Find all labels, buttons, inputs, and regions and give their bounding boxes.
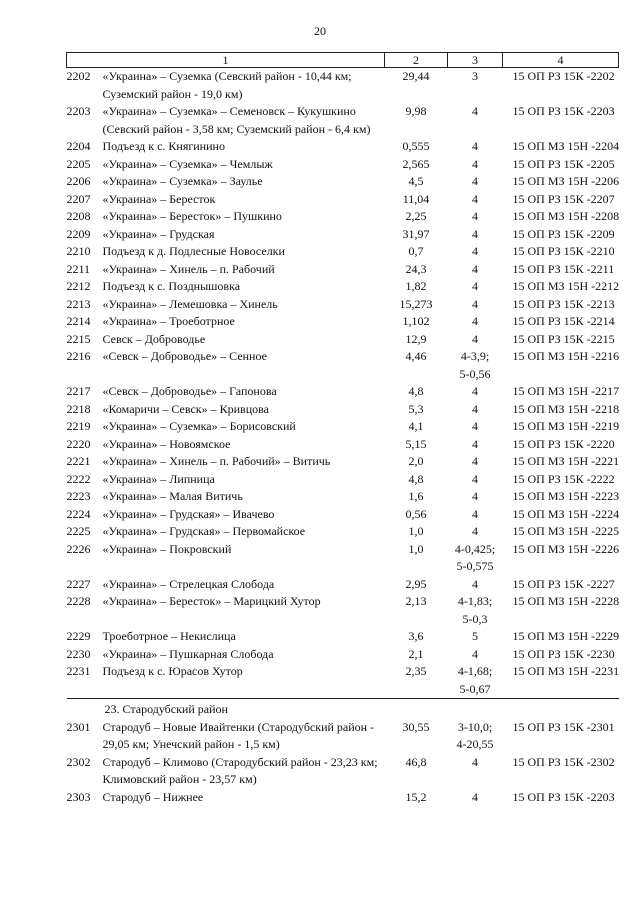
road-name-cell [67, 754, 385, 789]
table-row [67, 593, 619, 628]
table-row [67, 331, 619, 349]
road-category-line: 4 [472, 436, 478, 451]
road-name-cell [67, 226, 385, 244]
table-row [67, 68, 619, 104]
road-name: «Украина» – Хинель – п. Рабочий» – Витичь [102, 454, 331, 468]
road-code: 2204 [66, 139, 91, 153]
road-name: «Украина» – Суземка» – Заулье [102, 174, 263, 188]
table-header [67, 53, 619, 68]
road-id-number: 15 ОП РЗ 15К -2211 [512, 261, 615, 276]
road-category-line: 4 [472, 296, 478, 311]
road-code: 2205 [66, 156, 91, 171]
road-id-number: 15 ОП РЗ 15К -2227 [512, 576, 615, 591]
road-id-number: 15 ОП РЗ 15К -2301 [512, 719, 615, 734]
road-category-line: 4-0,425; [454, 541, 496, 556]
road-id-number: 15 ОП МЗ 15Н -2217 [512, 384, 620, 398]
table-row [67, 173, 619, 191]
road-name-cell [67, 541, 385, 576]
road-category-line: 4 [472, 454, 478, 468]
road-code: 2202 [66, 69, 91, 83]
table-row [67, 313, 619, 331]
road-length: 30,55 [402, 719, 430, 734]
road-name: Подъезд к с. Княгинино [102, 139, 225, 153]
road-category [448, 719, 503, 754]
table-row [67, 208, 619, 226]
road-name: «Украина» – Грудская» – Ивачево [102, 506, 275, 521]
road-id-number: 15 ОП РЗ 15К -2230 [512, 646, 615, 661]
road-code: 2207 [66, 191, 91, 206]
road-name-cell [67, 103, 385, 138]
road-name-cell [67, 296, 385, 314]
road-name-cell [67, 523, 385, 541]
road-length: 1,6 [408, 489, 424, 503]
road-category [448, 226, 503, 244]
road-code: 2301 [66, 719, 91, 734]
road-category-line: 4 [472, 646, 478, 661]
road-code: 2212 [66, 279, 91, 293]
road-id-number: 15 ОП РЗ 15К -2203 [512, 104, 615, 118]
road-name-cell [67, 68, 385, 104]
road-name-cell [67, 646, 385, 664]
table-row [67, 138, 619, 156]
road-name-cell [67, 719, 385, 754]
road-category [448, 68, 503, 104]
road-category [448, 789, 503, 807]
table-row [67, 296, 619, 314]
road-code: 2209 [66, 226, 91, 241]
road-name-cell [67, 313, 385, 331]
road-category-line: 4 [472, 226, 478, 241]
road-code: 2223 [66, 489, 91, 503]
road-category [448, 663, 503, 699]
table-row [67, 401, 619, 419]
road-name: «Украина» – Суземка» – Борисовский [102, 419, 296, 433]
road-name: «Украина» – Пушкарная Слобода [102, 646, 274, 661]
road-length: 3,6 [408, 629, 424, 643]
road-name-cell [67, 261, 385, 279]
road-code: 2217 [66, 384, 91, 398]
road-name: Севск – Доброводье [102, 331, 206, 346]
road-code: 2302 [66, 754, 91, 769]
road-id-number: 15 ОП МЗ 15Н -2208 [512, 209, 620, 223]
road-id-number: 15 ОП МЗ 15Н -2204 [512, 139, 620, 153]
road-name: «Украина» – Бересток [102, 191, 216, 206]
road-category [448, 436, 503, 454]
district-title: 23. Стародубский район [67, 699, 385, 719]
road-category [448, 103, 503, 138]
road-name-cell [67, 331, 385, 349]
table-row [67, 191, 619, 209]
road-category [448, 348, 503, 383]
road-category-line: 4 [472, 506, 478, 521]
road-name-cell [67, 138, 385, 156]
road-code: 2224 [66, 506, 91, 521]
road-category-line: 4 [472, 156, 478, 171]
road-category [448, 453, 503, 471]
road-name: Стародуб – Новые Ивайтенки (Стародубский район - 29,05 км; Унечский район - 1,5 км) [102, 719, 375, 751]
road-id-number: 15 ОП МЗ 15Н -2231 [512, 664, 620, 678]
road-code: 2220 [66, 436, 91, 451]
road-name-cell [67, 471, 385, 489]
road-id-number: 15 ОП РЗ 15К -2214 [512, 314, 615, 328]
road-category-line: 4 [472, 401, 478, 416]
column-header: 3 [448, 53, 503, 68]
road-category-line: 4-20,55 [456, 737, 494, 751]
road-id-number: 15 ОП МЗ 15Н -2228 [512, 594, 620, 608]
road-name-cell [67, 488, 385, 506]
table-row [67, 243, 619, 261]
road-category-line: 4 [472, 104, 478, 118]
table-row [67, 453, 619, 471]
road-id-number: 15 ОП МЗ 15Н -2219 [512, 419, 620, 433]
road-name: Троеботрное – Некислица [102, 629, 236, 643]
road-length: 2,95 [405, 576, 427, 591]
road-length: 1,102 [402, 314, 430, 328]
road-category-line: 4-1,83; [457, 594, 493, 608]
road-length: 2,565 [402, 156, 430, 171]
road-name-cell [67, 156, 385, 174]
road-category [448, 173, 503, 191]
road-id-number: 15 ОП МЗ 15Н -2224 [512, 506, 620, 521]
road-category-line: 4 [472, 419, 478, 433]
road-category-line: 4 [472, 261, 478, 276]
road-category-line: 4 [472, 279, 478, 293]
road-name: «Украина» – Суземка» – Чемлыж [102, 156, 273, 171]
road-name: Стародуб – Климово (Стародубский район - 23,23 км; Климовский район - 23,57 км) [102, 754, 378, 786]
road-category [448, 331, 503, 349]
road-code: 2303 [66, 789, 91, 804]
table-row [67, 418, 619, 436]
road-code: 2228 [66, 594, 91, 608]
road-code: 2213 [66, 296, 91, 311]
road-name: «Украина» – Троеботрное [102, 314, 235, 328]
table-row [67, 261, 619, 279]
road-length: 2,0 [408, 454, 424, 468]
road-name: Подъезд к с. Юрасов Хутор [102, 664, 243, 678]
road-length: 2,25 [405, 209, 427, 223]
road-name-cell [67, 576, 385, 594]
road-category-line: 4 [472, 331, 478, 346]
road-category-line: 3-10,0; [457, 719, 493, 734]
road-name: «Украина» – Грудская [102, 226, 215, 241]
road-category-line: 5 [472, 629, 478, 643]
road-category [448, 156, 503, 174]
road-category-line: 3 [472, 69, 478, 83]
road-name: «Севск – Доброводье» – Гапонова [102, 384, 277, 398]
road-name: «Украина» – Новоямское [102, 436, 231, 451]
road-name: «Украина» – Лемешовка – Хинель [102, 296, 278, 311]
road-category-line: 5-0,575 [456, 559, 494, 573]
road-id-number: 15 ОП МЗ 15Н -2221 [512, 454, 620, 468]
road-category [448, 576, 503, 594]
road-name-cell [67, 418, 385, 436]
road-category-line: 4-3,9; [460, 349, 490, 363]
road-category-line: 5-0,3 [462, 611, 488, 626]
road-name-cell [67, 593, 385, 628]
road-name-cell [67, 628, 385, 646]
road-category [448, 523, 503, 541]
road-category-line: 4 [472, 244, 478, 258]
road-length: 24,3 [405, 261, 427, 276]
table-row [67, 663, 619, 699]
road-name: «Комаричи – Севск» – Кривцова [102, 401, 269, 416]
road-id-number: 15 ОП МЗ 15Н -2225 [512, 524, 620, 538]
table-row [67, 754, 619, 789]
road-code: 2227 [66, 576, 91, 591]
road-name-cell [67, 243, 385, 261]
table-row [67, 348, 619, 383]
road-category [448, 754, 503, 789]
road-id-number: 15 ОП РЗ 15К -2220 [512, 436, 615, 451]
road-category [448, 138, 503, 156]
table-row [67, 436, 619, 454]
district-section [67, 699, 619, 719]
road-length: 2,35 [405, 664, 427, 678]
road-length: 31,97 [402, 226, 430, 241]
road-length: 11,04 [402, 191, 430, 206]
road-length: 2,13 [405, 594, 427, 608]
road-code: 2229 [66, 629, 91, 643]
road-length: 1,0 [408, 541, 424, 556]
road-category [448, 261, 503, 279]
road-id-number: 15 ОП МЗ 15Н -2212 [512, 279, 620, 293]
road-name: «Украина» – Липница [102, 471, 215, 486]
road-name-cell [67, 436, 385, 454]
road-code: 2218 [66, 401, 91, 416]
table-row [67, 226, 619, 244]
table-row [67, 278, 619, 296]
road-name-cell [67, 208, 385, 226]
road-length: 5,3 [408, 401, 424, 416]
road-category [448, 401, 503, 419]
road-length: 4,8 [408, 471, 424, 486]
table-row [67, 789, 619, 807]
road-length: 4,8 [408, 384, 424, 398]
column-header: 4 [503, 53, 619, 68]
road-name: «Украина» – Хинель – п. Рабочий [102, 261, 275, 276]
road-name-cell [67, 789, 385, 807]
road-name: «Украина» – Покровский [102, 541, 232, 556]
road-category [448, 471, 503, 489]
road-length: 0,56 [405, 506, 427, 521]
road-category-line: 4 [472, 524, 478, 538]
road-category [448, 383, 503, 401]
road-name: «Севск – Доброводье» – Сенное [102, 349, 267, 363]
table-row [67, 541, 619, 576]
road-name-cell [67, 453, 385, 471]
road-name: «Украина» – Бересток» – Марицкий Хутор [102, 594, 321, 608]
road-name-cell [67, 383, 385, 401]
road-length: 2,1 [408, 646, 424, 661]
table-row [67, 523, 619, 541]
table-row [67, 103, 619, 138]
road-category-line: 5-0,67 [459, 681, 491, 696]
road-category [448, 243, 503, 261]
road-name-cell [67, 191, 385, 209]
road-category-line: 4 [472, 209, 478, 223]
road-name: Подъезд к д. Подлесные Новоселки [102, 244, 285, 258]
table-body-district [67, 719, 619, 807]
road-category [448, 593, 503, 628]
table-row [67, 576, 619, 594]
column-header: 1 [67, 53, 385, 68]
page-number: 20 [314, 24, 326, 38]
road-length: 15,273 [399, 296, 433, 311]
road-name: Стародуб – Нижнее [102, 789, 204, 804]
road-category [448, 488, 503, 506]
road-category-line: 4 [472, 489, 478, 503]
road-name-cell [67, 348, 385, 383]
road-category-line: 4 [472, 789, 478, 804]
road-category [448, 541, 503, 576]
road-category-line: 4 [472, 384, 478, 398]
road-length: 15,2 [405, 789, 427, 804]
road-id-number: 15 ОП МЗ 15Н -2226 [512, 541, 620, 556]
road-name-cell [67, 506, 385, 524]
road-id-number: 15 ОП РЗ 15К -2207 [512, 191, 615, 206]
road-category [448, 418, 503, 436]
road-category-line: 4 [472, 576, 478, 591]
road-category [448, 296, 503, 314]
road-code: 2211 [66, 261, 91, 276]
road-category-line: 4 [472, 471, 478, 486]
road-name: «Украина» – Стрелецкая Слобода [102, 576, 275, 591]
road-code: 2230 [66, 646, 91, 661]
road-id-number: 15 ОП МЗ 15Н -2229 [512, 629, 620, 643]
road-id-number: 15 ОП РЗ 15К -2203 [512, 789, 615, 804]
column-header: 2 [385, 53, 448, 68]
road-code: 2221 [66, 454, 91, 468]
road-code: 2219 [66, 419, 91, 433]
road-code: 2222 [66, 471, 91, 486]
table-row [67, 488, 619, 506]
road-id-number: 15 ОП РЗ 15К -2222 [512, 471, 615, 486]
road-category-line: 5-0,56 [459, 366, 491, 381]
district-header-row [67, 699, 619, 719]
road-code: 2215 [66, 331, 91, 346]
road-category [448, 628, 503, 646]
road-id-number: 15 ОП МЗ 15Н -2206 [512, 174, 620, 188]
table-row [67, 506, 619, 524]
table-body-main [67, 68, 619, 699]
road-code: 2216 [66, 349, 91, 363]
road-length: 0,7 [408, 244, 424, 258]
road-name: «Украина» – Бересток» – Пушкино [102, 209, 282, 223]
road-length: 29,44 [402, 69, 430, 83]
road-code: 2225 [66, 524, 91, 538]
road-length: 46,8 [405, 754, 427, 769]
road-length: 0,555 [402, 139, 430, 153]
road-id-number: 15 ОП РЗ 15К -2213 [512, 296, 615, 311]
table-row [67, 156, 619, 174]
table-row [67, 719, 619, 754]
road-length: 4,1 [408, 419, 424, 433]
road-id-number: 15 ОП РЗ 15К -2209 [512, 226, 615, 241]
road-name-cell [67, 401, 385, 419]
road-length: 4,5 [408, 174, 424, 188]
table-row [67, 628, 619, 646]
road-code: 2206 [66, 174, 91, 188]
road-name: «Украина» – Суземка (Севский район - 10,44 км; Суземский район - 19,0 км) [102, 69, 352, 101]
road-id-number: 15 ОП РЗ 15К -2205 [512, 156, 615, 171]
road-code: 2203 [66, 104, 91, 118]
road-code: 2210 [66, 244, 91, 258]
road-name-cell [67, 663, 385, 699]
road-category [448, 191, 503, 209]
road-code: 2214 [66, 314, 91, 328]
table-row [67, 383, 619, 401]
road-length: 12,9 [405, 331, 427, 346]
road-category-line: 4 [472, 754, 478, 769]
road-id-number: 15 ОП РЗ 15К -2215 [512, 331, 615, 346]
road-code: 2231 [66, 664, 91, 678]
roads-table [66, 52, 619, 806]
road-id-number: 15 ОП МЗ 15Н -2223 [512, 489, 620, 503]
road-category [448, 208, 503, 226]
table-row [67, 646, 619, 664]
road-length: 1,0 [408, 524, 424, 538]
road-length: 1,82 [405, 279, 427, 293]
road-name-cell [67, 173, 385, 191]
road-length: 4,46 [405, 349, 427, 363]
road-category-line: 4 [472, 191, 478, 206]
road-id-number: 15 ОП РЗ 15К -2302 [512, 754, 615, 769]
road-id-number: 15 ОП МЗ 15Н -2216 [512, 349, 620, 363]
road-category [448, 646, 503, 664]
road-id-number: 15 ОП РЗ 15К -2202 [512, 69, 615, 83]
road-category-line: 4-1,68; [457, 664, 493, 678]
road-length: 5,15 [405, 436, 427, 451]
road-category-line: 4 [472, 174, 478, 188]
road-category-line: 4 [472, 139, 478, 153]
road-name: «Украина» – Малая Витичь [102, 489, 243, 503]
road-name-cell [67, 278, 385, 296]
road-category [448, 313, 503, 331]
road-category [448, 506, 503, 524]
road-category-line: 4 [472, 314, 478, 328]
road-name: «Украина» – Суземка» – Семеновск – Кукушкино (Севский район - 3,58 км; Суземский район - 6,4 км) [102, 104, 371, 136]
road-name: Подъезд к с. Позднышовка [102, 279, 241, 293]
road-id-number: 15 ОП МЗ 15Н -2218 [512, 401, 620, 416]
road-length: 9,98 [405, 104, 427, 118]
table-row [67, 471, 619, 489]
road-code: 2226 [66, 541, 91, 556]
road-code: 2208 [66, 209, 91, 223]
road-name: «Украина» – Грудская» – Первомайское [102, 524, 306, 538]
road-id-number: 15 ОП РЗ 15К -2210 [512, 244, 615, 258]
road-category [448, 278, 503, 296]
